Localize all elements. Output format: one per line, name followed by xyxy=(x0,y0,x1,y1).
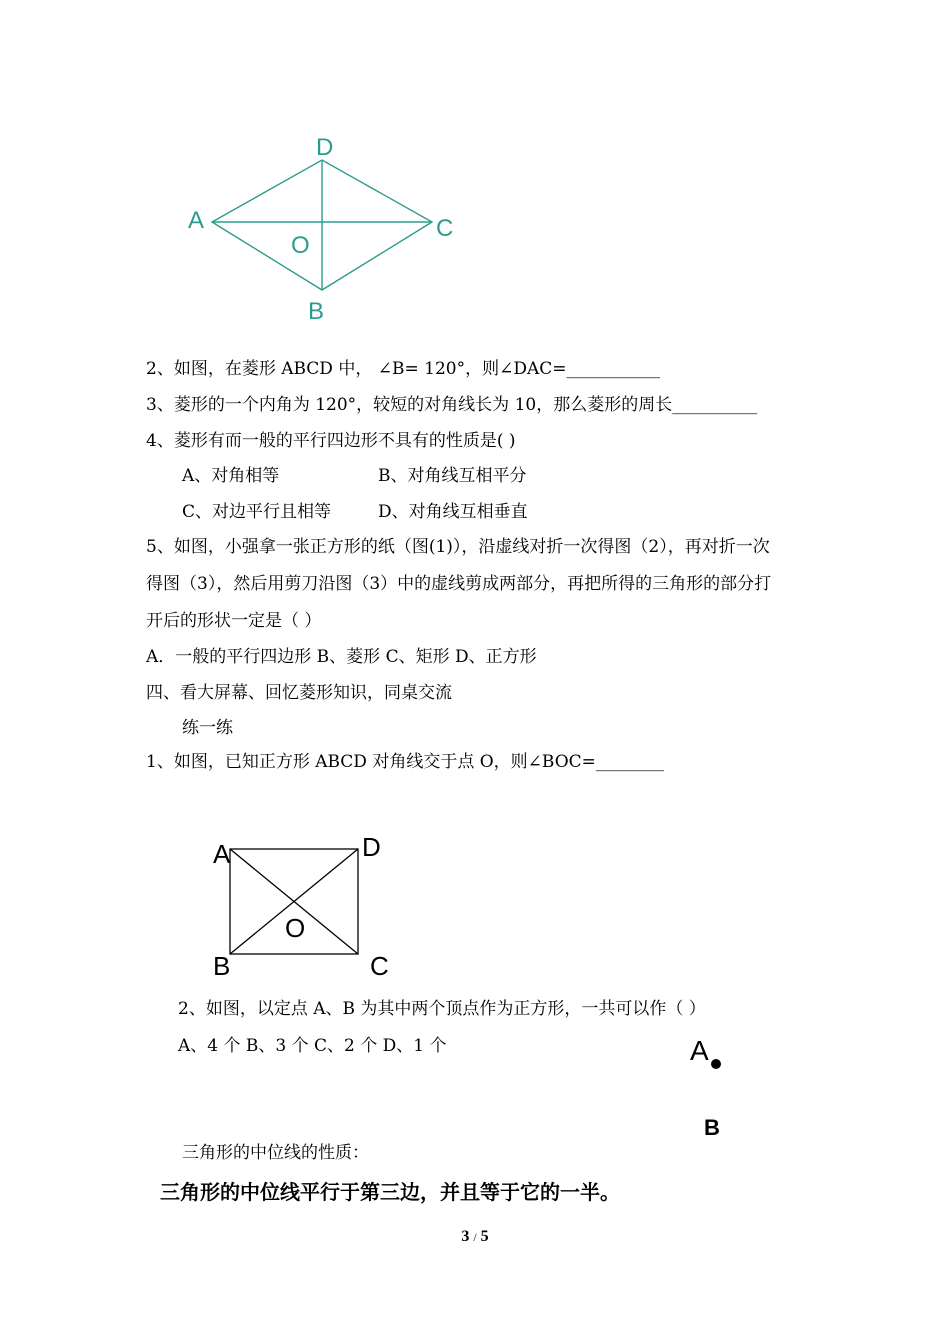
question-4-option-c: C、对边平行且相等 xyxy=(182,502,332,522)
question-5-line-2: 得图（3），然后用剪刀沿图（3）中的虚线剪成两部分，再把所得的三角形的部分打 xyxy=(146,574,772,594)
question-3: 3、菱形的一个内角为 120°，较短的对角线长为 10，那么菱形的周长__________ xyxy=(146,395,758,415)
midline-label: 三角形的中位线的性质： xyxy=(182,1143,369,1163)
rhombus-label-b: B xyxy=(308,298,325,325)
section-4-heading: 四、看大屏幕、回忆菱形知识，同桌交流 xyxy=(146,683,452,703)
square-label-a: A xyxy=(213,839,231,869)
rhombus-label-o: O xyxy=(291,232,310,259)
rhombus-label-c: C xyxy=(436,215,454,242)
point-label-b: B xyxy=(704,1115,720,1140)
question-5-options: A．一般的平行四边形 B、菱形 C、矩形 D、正方形 xyxy=(146,647,537,667)
question-5-line-1: 5、如图，小强拿一张正方形的纸（图(1)），沿虚线对折一次得图（2），再对折一次 xyxy=(146,537,770,557)
square-label-b: B xyxy=(213,951,231,981)
square-label-c: C xyxy=(370,951,389,981)
question-2: 2、如图，在菱形 ABCD 中， ∠B= 120°，则∠DAC=___________ xyxy=(146,359,660,379)
rhombus-label-d: D xyxy=(316,134,334,161)
question-4-option-a: A、对角相等 xyxy=(182,466,280,486)
page-separator: / xyxy=(473,1230,477,1244)
question-4: 4、菱形有而一般的平行四边形不具有的性质是( ) xyxy=(146,431,516,451)
question-5-line-3: 开后的形状一定是（ ） xyxy=(146,611,322,631)
practice-2: 2、如图，以定点 A、B 为其中两个顶点作为正方形，一共可以作（ ） xyxy=(178,999,706,1019)
square-label-o: O xyxy=(285,913,306,943)
practice-2-options: A、4 个 B、3 个 C、2 个 D、1 个 xyxy=(178,1036,447,1056)
practice-1: 1、如图，已知正方形 ABCD 对角线交于点 O，则∠BOC=________ xyxy=(146,752,664,772)
page-total: 5 xyxy=(480,1228,489,1245)
page-number xyxy=(0,1228,950,1246)
point-label-a: A xyxy=(690,1035,709,1066)
point-a-dot xyxy=(711,1059,721,1069)
square-label-d: D xyxy=(362,832,381,862)
page-current: 3 xyxy=(461,1228,470,1245)
question-4-option-d: D、对角线互相垂直 xyxy=(378,502,528,522)
question-4-option-b: B、对角线互相平分 xyxy=(378,466,527,486)
section-4-subheading: 练一练 xyxy=(182,718,233,738)
rhombus-label-a: A xyxy=(188,207,205,234)
midline-statement: 三角形的中位线平行于第三边，并且等于它的一半。 xyxy=(160,1180,620,1204)
